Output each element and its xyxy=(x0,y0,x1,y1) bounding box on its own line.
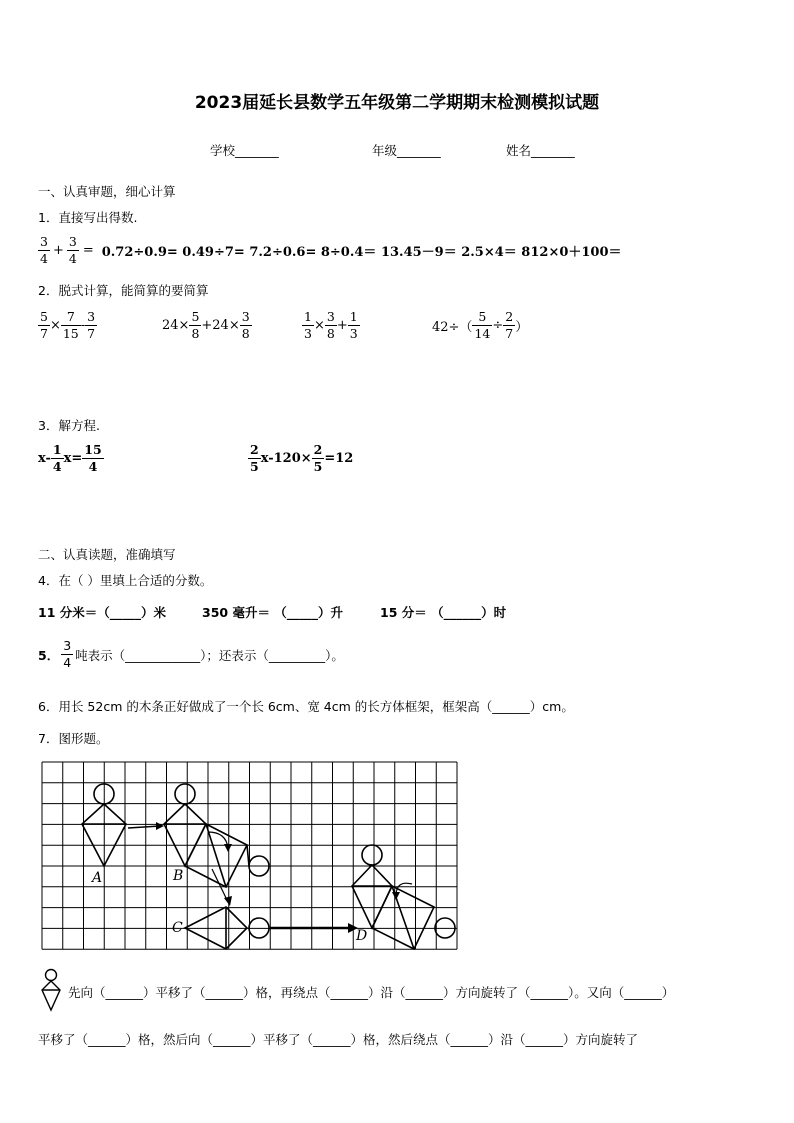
kite-shape-icon xyxy=(38,968,64,1014)
q3-equation-1: x- $\frac{1}{4}$ x= $\frac{15}{4}$ xyxy=(38,442,102,474)
q7-grid-figure xyxy=(40,760,460,952)
q4-label: 4．在（ ）里填上合适的分数。 xyxy=(38,573,213,588)
q5-line: 5． $\frac{3}{4}$ 吨表示（____________）；还表示（_________）。 xyxy=(38,638,344,670)
q7-line-2: 平移了（______）格，然后向（______）平移了（______）格，然后绕点（______）沿（______）方向旋转了 xyxy=(38,1032,639,1047)
page-title: 2023届延长县数学五年级第二学期期末检测模拟试题 xyxy=(194,93,600,113)
q7-line-1: 先向（______）平移了（______）格，再绕点（______）沿（______）方向旋转了（______）。又向（______） xyxy=(68,985,675,1000)
q4-item-b: 350 毫升＝ （_____）升 xyxy=(202,605,344,620)
section1-heading: 一、认真审题，细心计算 xyxy=(38,184,176,199)
q3-equation-2: $\frac{2}{5}$ x-120× $\frac{2}{5}$ =12 xyxy=(250,442,354,474)
q2-expr-3: $\frac{1}{3}$ × $\frac{3}{8}$ + $\frac{1}{3}$ xyxy=(304,309,358,341)
q1-frac-a: $\frac{3}{4}$ xyxy=(40,234,48,266)
q2-expr-2: 24× $\frac{5}{8}$ +24× $\frac{3}{8}$ xyxy=(162,309,250,341)
q7-label: 7．图形题。 xyxy=(38,731,109,746)
section2-heading: 二、认真读题，准确填写 xyxy=(38,547,176,562)
label-b: B xyxy=(173,868,184,884)
q2-label: 2．脱式计算，能简算的要简算 xyxy=(38,283,209,298)
q4-item-c: 15 分＝ （______）时 xyxy=(380,605,507,620)
q3-label: 3．解方程. xyxy=(38,418,100,433)
label-a: A xyxy=(92,870,103,886)
q1-expressions: $\frac{3}{4}$ + $\frac{3}{4}$ = 0.72÷0.9= 0.49÷7= 7.2÷0.6= 8÷0.4＝ 13.45－9＝ 2.5×4＝ 812×0＋100＝ xyxy=(40,234,622,266)
q1-frac-b: $\frac{3}{4}$ xyxy=(68,234,77,266)
label-d: D xyxy=(356,928,368,944)
figure-d-head xyxy=(362,845,382,865)
q6-text: 6．用长 52cm 的木条正好做成了一个长 6cm、宽 4cm 的长方体框架，框架高（______）cm。 xyxy=(38,699,574,714)
school-field[interactable]: 学校_______ xyxy=(210,143,279,158)
figure-b-head xyxy=(175,784,195,804)
grade-field[interactable]: 年级_______ xyxy=(372,143,441,158)
q1-calculations: 0.72÷0.9= 0.49÷7= 7.2÷0.6= 8÷0.4＝ 13.45－9＝ 2.5×4＝ 812×0＋100＝ xyxy=(101,245,622,260)
figure-d-kite xyxy=(352,865,392,928)
q1-label: 1．直接写出得数. xyxy=(38,210,138,225)
q2-expr-4: 42÷（ $\frac{5}{14}$ ÷ $\frac{2}{7}$ ） xyxy=(432,309,529,341)
q4-item-a: 11 分米＝（_____）米 xyxy=(38,605,166,620)
label-c: C xyxy=(172,920,183,936)
name-field[interactable]: 姓名_______ xyxy=(506,143,575,158)
q2-expr-1: $\frac{5}{7}$ × $\frac{7}{15}$ - $\frac{3}{7}$ xyxy=(40,309,96,341)
grid-lines xyxy=(42,762,457,949)
